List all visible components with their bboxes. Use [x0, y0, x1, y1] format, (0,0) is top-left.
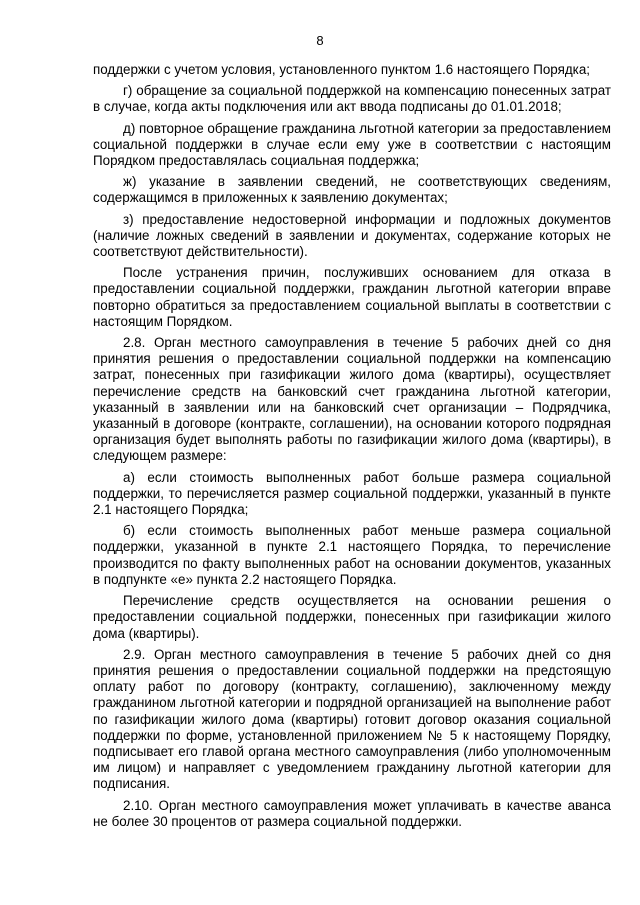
paragraph-transfer: Перечисление средств осуществляется на основании решения о предоставлении социальной поддержки, понесенных при газификации жилого дома (квартиры).: [93, 593, 611, 641]
paragraph-item-d: д) повторное обращение гражданина льготной категории за предоставлением социальной поддержки в случае если ему уже в соответствии с настоящим Порядком предоставлялась социальная поддержка;: [93, 120, 611, 169]
paragraph-2-8-b: б) если стоимость выполненных работ меньше размера социальной поддержки, указанной в пункте 2.1 настоящего Порядка, то перечисление производится по факту выполненных работ на основании документов, указанных в подпункте «е» пункта 2.2 настоящего Порядка.: [93, 523, 611, 587]
page-number: 8: [316, 33, 324, 48]
paragraph-item-zh: ж) указание в заявлении сведений, не соответствующих сведениям, содержащимся в приложенных к заявлению документах;: [93, 174, 611, 206]
paragraph-2-8: 2.8. Орган местного самоуправления в течение 5 рабочих дней со дня принятия решения о предоставлении социальной поддержки на компенсацию затрат, понесенных при газификации жилого дома (квартиры), осуществляет перечисление средств на банковский счет гражданина льготной категории, указанный в заявлении или на банковский счет организации – Подрядчика, указанный в договоре (контракте, соглашении), на основании которого подрядная организация будет выполнять работы по газификации жилого дома (квартиры), в следующем размере:: [93, 335, 611, 464]
paragraph-after-refusal: После устранения причин, послуживших основанием для отказа в предоставлении социальной поддержки, гражданин льготной категории вправе повторно обратиться за предоставлением социальной выплаты в соответствии с настоящим Порядком.: [93, 265, 611, 329]
paragraph-continuation: поддержки с учетом условия, установленного пунктом 1.6 настоящего Порядка;: [93, 62, 590, 77]
paragraph-2-10: 2.10. Орган местного самоуправления может уплачивать в качестве аванса не более 30 процентов от размера социальной поддержки.: [93, 797, 611, 829]
paragraph-2-8-a: а) если стоимость выполненных работ больше размера социальной поддержки, то перечисляется размер социальной поддержки, указанный в пункте 2.1 настоящего Порядка;: [93, 469, 611, 518]
document-body: [93, 62, 611, 835]
paragraph-2-9: 2.9. Орган местного самоуправления в течение 5 рабочих дней со дня принятия решения о предоставлении социальной поддержки на предстоящую оплату работ по договору (контракту, соглашению), заключенному между гражданином льготной категории и подрядной организацией на выполнение работ по газификации жилого дома (квартиры) готовит договор оказания социальной поддержки по форме, установленной приложением № 5 к настоящему Порядку, подписывает его главой органа местного самоуправления (либо уполномоченным им лицом) и направляет с уведомлением гражданину льготной категории для подписания.: [93, 646, 611, 792]
paragraph-item-g: г) обращение за социальной поддержкой на компенсацию понесенных затрат в случае, когда акты подключения или акт ввода подписаны до 01.01.2018;: [93, 83, 611, 115]
paragraph-item-z: з) предоставление недостоверной информации и подложных документов (наличие ложных сведений в заявлении и документах, содержание которых не соответствуют действительности).: [93, 211, 611, 260]
